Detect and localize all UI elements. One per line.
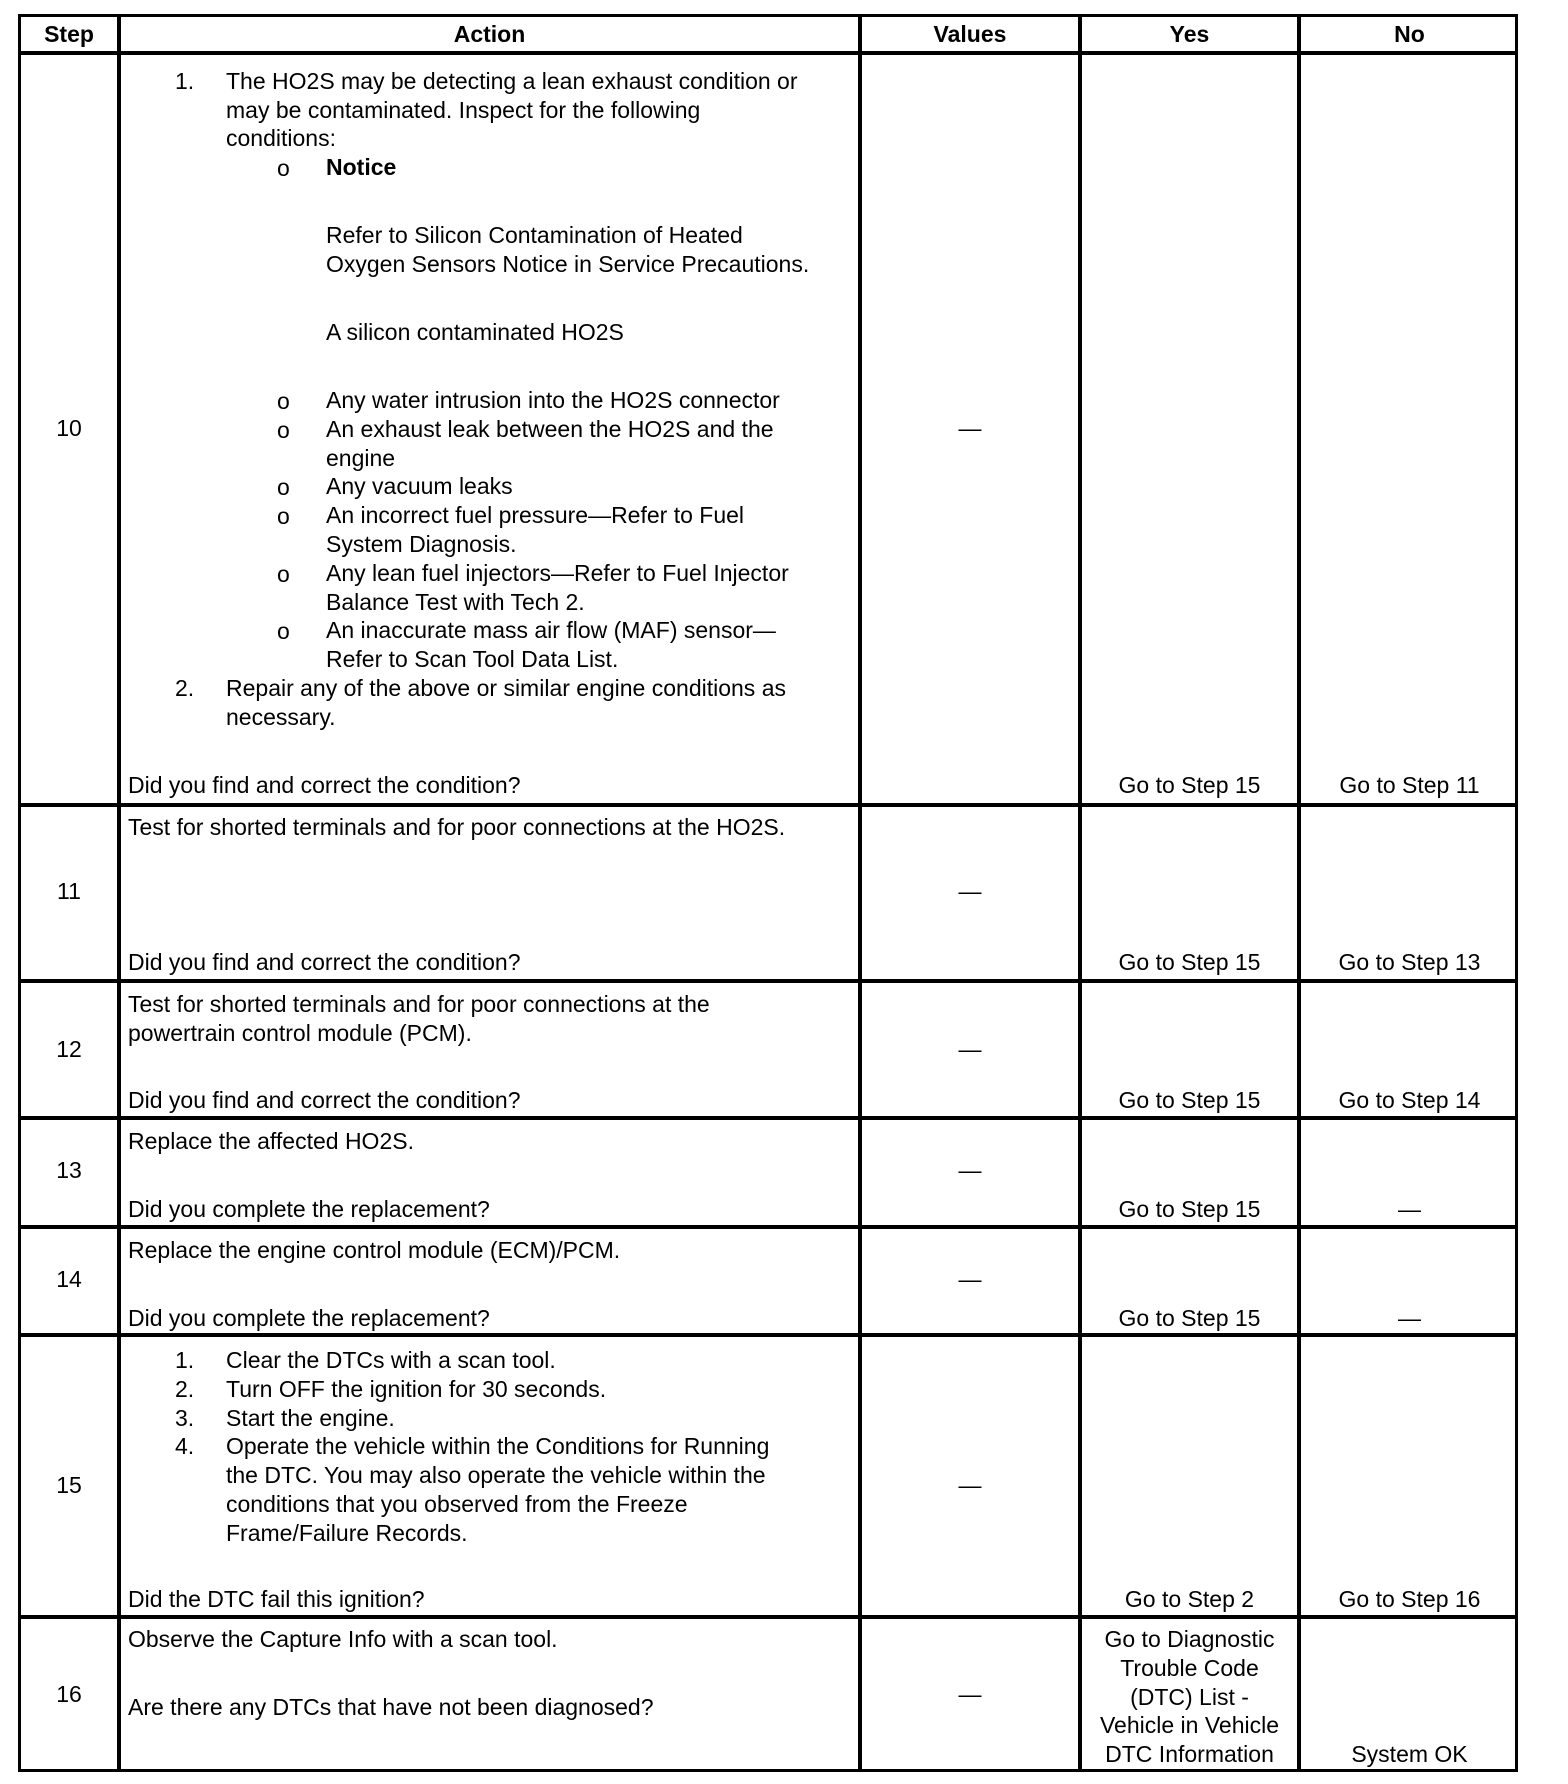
header-values: Values: [933, 21, 1007, 47]
action-text: An incorrect fuel pressure—Refer to Fuel: [326, 502, 745, 528]
step-number: 11: [57, 878, 81, 904]
bullet: o: [277, 474, 290, 500]
yes-cell: Go to Step 15: [1118, 949, 1261, 975]
row-divider: [21, 803, 1515, 807]
step-number: 15: [56, 1472, 82, 1498]
value-cell: —: [958, 1681, 982, 1707]
no-cell: System OK: [1351, 1741, 1468, 1767]
row-divider: [21, 979, 1515, 983]
yes-cell: Go to Step 2: [1124, 1586, 1255, 1612]
row-divider: [21, 1615, 1515, 1619]
list-number: 2.: [175, 1376, 195, 1402]
yes-cell: (DTC) List -: [1130, 1684, 1249, 1710]
value-cell: —: [958, 1472, 982, 1498]
action-text: engine: [326, 445, 396, 471]
action-text: may be contaminated. Inspect for the following: [226, 97, 701, 123]
question: Did you find and correct the condition?: [128, 949, 521, 975]
action-text: Start the engine.: [226, 1405, 395, 1431]
value-cell: —: [958, 1036, 982, 1062]
action-text: An exhaust leak between the HO2S and the: [326, 416, 774, 442]
value-cell: —: [958, 1266, 982, 1292]
action-text: System Diagnosis.: [326, 531, 517, 557]
action-text: Any water intrusion into the HO2S connector: [326, 387, 780, 413]
action-text: necessary.: [226, 704, 336, 730]
yes-cell: DTC Information: [1105, 1741, 1274, 1767]
no-cell: Go to Step 14: [1338, 1087, 1481, 1113]
no-cell: Go to Step 11: [1339, 772, 1480, 798]
action-text: Any lean fuel injectors—Refer to Fuel Injector: [326, 560, 789, 586]
bullet: o: [277, 561, 290, 587]
action-text: Operate the vehicle within the Conditions for Running: [226, 1433, 770, 1459]
yes-cell: Go to Step 15: [1118, 1305, 1261, 1331]
yes-cell: Vehicle in Vehicle: [1099, 1712, 1279, 1738]
question: Did you complete the replacement?: [128, 1305, 490, 1331]
header-step: Step: [44, 21, 94, 47]
column-divider: [1297, 17, 1301, 1769]
action-text: Repair any of the above or similar engine conditions as: [226, 675, 786, 701]
yes-cell: Go to Step 15: [1118, 772, 1261, 798]
notice-heading: Notice: [326, 154, 397, 180]
header-yes: Yes: [1169, 21, 1210, 47]
list-number: 3.: [175, 1405, 195, 1431]
action-text: The HO2S may be detecting a lean exhaust condition or: [226, 68, 798, 94]
step-number: 10: [56, 415, 82, 441]
action-text: Test for shorted terminals and for poor connections at the HO2S.: [128, 814, 786, 840]
action-text: conditions:: [226, 125, 336, 151]
action-text: A silicon contaminated HO2S: [326, 319, 624, 345]
bullet: o: [277, 417, 290, 443]
question: Did you complete the replacement?: [128, 1196, 490, 1222]
action-text: Clear the DTCs with a scan tool.: [226, 1347, 556, 1373]
value-cell: —: [958, 878, 982, 904]
action-text: conditions that you observed from the Freeze: [226, 1491, 688, 1517]
step-number: 13: [56, 1157, 82, 1183]
row-divider: [21, 1116, 1515, 1120]
action-text: Turn OFF the ignition for 30 seconds.: [226, 1376, 607, 1402]
question: Are there any DTCs that have not been diagnosed?: [128, 1694, 654, 1720]
step-number: 14: [56, 1266, 82, 1292]
no-cell: —: [1398, 1196, 1421, 1222]
action-text: Refer to Silicon Contamination of Heated: [326, 222, 743, 248]
list-number: 1.: [175, 1347, 195, 1373]
value-cell: —: [958, 415, 982, 441]
action-text: Any vacuum leaks: [326, 473, 513, 499]
question: Did you find and correct the condition?: [128, 772, 521, 798]
action-text: Observe the Capture Info with a scan tool.: [128, 1626, 558, 1652]
yes-cell: Go to Step 15: [1118, 1087, 1261, 1113]
action-text: the DTC. You may also operate the vehicle within the: [226, 1462, 766, 1488]
step-number: 12: [56, 1036, 82, 1062]
list-number: 1.: [175, 68, 195, 94]
no-cell: —: [1398, 1305, 1421, 1331]
no-cell: Go to Step 16: [1338, 1586, 1481, 1612]
bullet: o: [277, 388, 290, 414]
list-number: 2.: [175, 675, 195, 701]
bullet: o: [277, 503, 290, 529]
column-divider: [117, 17, 121, 1769]
action-text: Oxygen Sensors Notice in Service Precautions.: [326, 251, 810, 277]
header-no: No: [1394, 21, 1425, 47]
step-number: 16: [56, 1681, 82, 1707]
bullet: o: [277, 155, 290, 181]
row-divider: [21, 1225, 1515, 1229]
yes-cell: Go to Step 15: [1118, 1196, 1261, 1222]
action-text: Balance Test with Tech 2.: [326, 589, 585, 615]
row-divider: [21, 1333, 1515, 1337]
action-text: powertrain control module (PCM).: [128, 1020, 472, 1046]
action-text: Replace the affected HO2S.: [128, 1128, 414, 1154]
diagnostic-table: [18, 14, 1518, 1772]
yes-cell: Trouble Code: [1120, 1655, 1259, 1681]
header-action: Action: [453, 21, 526, 47]
list-number: 4.: [175, 1433, 195, 1459]
action-text: An inaccurate mass air flow (MAF) sensor—: [326, 617, 776, 643]
action-text: Test for shorted terminals and for poor connections at the: [128, 991, 710, 1017]
question: Did the DTC fail this ignition?: [128, 1586, 425, 1612]
action-text: Replace the engine control module (ECM)/PCM.: [128, 1237, 621, 1263]
value-cell: —: [958, 1157, 982, 1183]
column-divider: [1078, 17, 1082, 1769]
question: Did you find and correct the condition?: [128, 1087, 521, 1113]
no-cell: Go to Step 13: [1338, 949, 1481, 975]
yes-cell: Go to Diagnostic: [1104, 1626, 1275, 1652]
action-text: Frame/Failure Records.: [226, 1520, 468, 1546]
bullet: o: [277, 618, 290, 644]
action-text: Refer to Scan Tool Data List.: [326, 646, 619, 672]
header-divider: [21, 51, 1515, 55]
